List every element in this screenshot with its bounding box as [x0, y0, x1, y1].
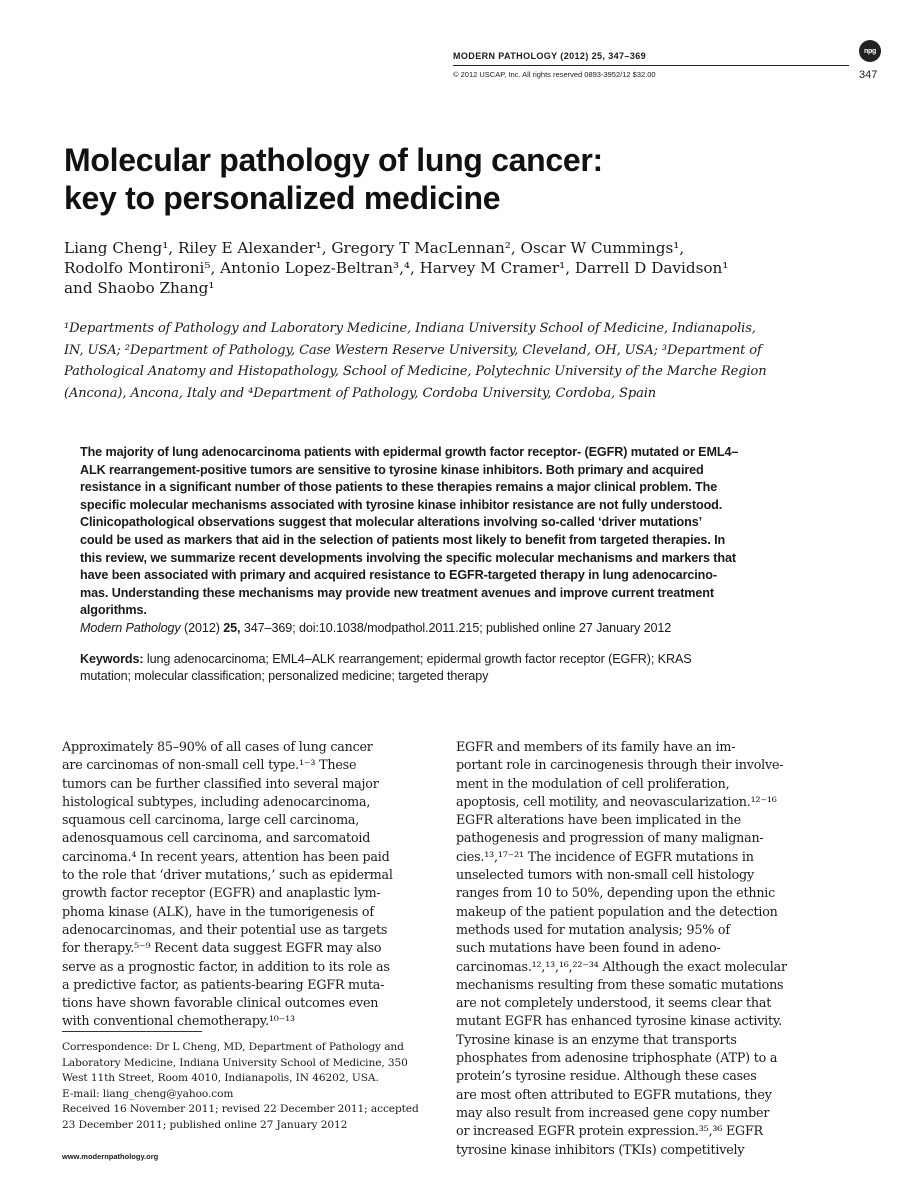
- body-line: to the role that ‘driver mutations,’ such as epidermal: [62, 867, 393, 883]
- body-line: adenosquamous cell carcinoma, and sarcomatoid: [62, 830, 371, 846]
- keywords-line: [80, 651, 810, 669]
- body-line: phoma kinase (ALK), have in the tumorigenesis of: [62, 903, 374, 919]
- abstract-line: ALK rearrangement-positive tumors are sensitive to tyrosine kinase inhibitors. Both primary and acquired: [80, 462, 704, 477]
- citation-details: 347–369; doi:10.1038/modpathol.2011.215; published online 27 January 2012: [243, 620, 672, 635]
- citation-journal: Modern Pathology: [80, 620, 181, 635]
- affiliation-line: Pathological Anatomy and Histopathology, School of Medicine, Polytechnic University of the Marche Region: [64, 364, 767, 379]
- abstract-line: specific molecular mechanisms associated with tyrosine kinase inhibitor resistance are not fully understood.: [80, 497, 723, 512]
- footnote-line: 23 December 2011; published online 27 January 2012: [62, 1118, 348, 1131]
- body-line: such mutations have been found in adeno-: [456, 940, 721, 956]
- body-line: EGFR and members of its family have an im-: [456, 739, 736, 754]
- body-line: carcinomas.¹²,¹³,¹⁶,²²⁻³⁴ Although the exact molecular: [456, 958, 787, 974]
- citation-year: (2012): [184, 620, 220, 635]
- npg-logo-icon: npg: [859, 40, 881, 62]
- abstract-line: algorithms.: [80, 603, 147, 618]
- article-title: [64, 141, 854, 217]
- body-line: histological subtypes, including adenocarcinoma,: [62, 793, 371, 809]
- author-line: and Shaobo Zhang¹: [64, 279, 215, 297]
- author-line: Rodolfo Montironi⁵, Antonio Lopez-Beltran³,⁴, Harvey M Cramer¹, Darrell D Davidson¹: [64, 259, 729, 277]
- title-line: key to personalized medicine: [64, 180, 501, 216]
- journal-reference: MODERN PATHOLOGY (2012) 25, 347–369: [453, 51, 647, 61]
- body-line: with conventional chemotherapy.¹⁰⁻¹³: [62, 1013, 295, 1029]
- abstract-line: this review, we summarize recent developments involving the specific molecular mechanisms and markers that: [80, 550, 736, 565]
- footnote-line: Received 16 November 2011; revised 22 December 2011; accepted: [62, 1103, 419, 1116]
- footnote-line: Laboratory Medicine, Indiana University School of Medicine, 350: [62, 1056, 408, 1069]
- body-line: are most often attributed to EGFR mutations, they: [456, 1086, 772, 1102]
- abstract-line: have been associated with primary and acquired resistance to EGFR-targeted therapy in lung adenocarcino-: [80, 568, 717, 583]
- body-line: serve as a prognostic factor, in addition to its role as: [62, 958, 390, 974]
- footnote-rule: [62, 1031, 202, 1032]
- affiliations: [64, 318, 864, 404]
- header-rule: [453, 65, 849, 66]
- body-line: are not completely understood, it seems clear that: [456, 995, 772, 1011]
- running-header: [453, 51, 881, 79]
- page-number: 347: [859, 69, 878, 81]
- body-line: mutant EGFR has enhanced tyrosine kinase activity.: [456, 1013, 783, 1029]
- abstract-line: mas. Understanding these mechanisms may provide new treatment avenues and improve current treatment: [80, 585, 714, 600]
- citation-line: [80, 620, 810, 638]
- abstract: [80, 444, 810, 686]
- body-line: ment in the modulation of cell proliferation,: [456, 775, 730, 791]
- body-line: tyrosine kinase inhibitors (TKIs) competitively: [456, 1141, 745, 1157]
- copyright-notice: © 2012 USCAP, Inc. All rights reserved 0893-3952/12 $32.00: [453, 70, 656, 79]
- body-line: cies.¹³,¹⁷⁻²¹ The incidence of EGFR mutations in: [456, 848, 754, 864]
- title-line: Molecular pathology of lung cancer:: [64, 142, 603, 178]
- keywords-line: mutation; molecular classification; personalized medicine; targeted therapy: [80, 669, 489, 684]
- footnote-line: E-mail: liang_cheng@yahoo.com: [62, 1087, 234, 1100]
- body-line: mechanisms resulting from these somatic mutations: [456, 976, 784, 992]
- abstract-line: resistance in a significant number of those patients to these therapies remains a major clinical problem. The: [80, 480, 718, 495]
- body-line: makeup of the patient population and the detection: [456, 903, 778, 919]
- body-line: adenocarcinomas, and their potential use as targets: [62, 921, 388, 937]
- footnote-line: West 11th Street, Room 4010, Indianapolis, IN 46202, USA.: [62, 1072, 379, 1085]
- body-column-right: [456, 738, 826, 1159]
- footnote-line: Correspondence: Dr L Cheng, MD, Department of Pathology and: [62, 1041, 404, 1053]
- body-line: are carcinomas of non-small cell type.¹⁻³ These: [62, 757, 357, 773]
- body-line: may also result from increased gene copy number: [456, 1104, 770, 1120]
- body-line: ranges from 10 to 50%, depending upon the ethnic: [456, 885, 776, 901]
- body-line: tumors can be further classified into several major: [62, 775, 379, 791]
- body-line: Tyrosine kinase is an enzyme that transports: [456, 1031, 737, 1047]
- author-line: Liang Cheng¹, Riley E Alexander¹, Gregory T MacLennan², Oscar W Cummings¹,: [64, 239, 685, 257]
- correspondence-footnote: [62, 1040, 442, 1134]
- body-line: Approximately 85–90% of all cases of lung cancer: [62, 739, 373, 754]
- body-column-left: [62, 738, 432, 1031]
- affiliation-line: IN, USA; ²Department of Pathology, Case Western Reserve University, Cleveland, OH, USA; ³Department of: [64, 342, 762, 358]
- body-line: a predictive factor, as patients-bearing EGFR muta-: [62, 976, 385, 992]
- abstract-line: The majority of lung adenocarcinoma patients with epidermal growth factor receptor- (EGFR) mutated or EML4–: [80, 445, 739, 459]
- citation-volume: 25,: [223, 620, 241, 635]
- abstract-line: Clinicopathological observations suggest that molecular alterations involving so-called ‘driver mutations’: [80, 515, 703, 530]
- keywords-text: lung adenocarcinoma; EML4–ALK rearrangement; epidermal growth factor receptor (EGFR); KRAS: [146, 651, 692, 666]
- body-line: EGFR alterations have been implicated in the: [456, 812, 741, 828]
- keywords-label: Keywords:: [80, 651, 144, 666]
- journal-website[interactable]: www.modernpathology.org: [62, 1152, 159, 1161]
- abstract-line: could be used as markers that aid in the selection of patients most likely to benefit from targeted therapies. In: [80, 532, 726, 547]
- body-line: phosphates from adenosine triphosphate (ATP) to a: [456, 1050, 778, 1066]
- body-line: or increased EGFR protein expression.³⁵,³⁶ EGFR: [456, 1123, 763, 1139]
- body-line: unselected tumors with non-small cell histology: [456, 867, 754, 883]
- affiliation-line: (Ancona), Ancona, Italy and ⁴Department of Pathology, Cordoba University, Cordoba, Spain: [64, 385, 657, 401]
- author-list: [64, 238, 864, 298]
- keywords-block: [80, 651, 810, 686]
- body-line: apoptosis, cell motility, and neovascularization.¹²⁻¹⁶: [456, 793, 777, 809]
- body-line: protein’s tyrosine residue. Although these cases: [456, 1068, 757, 1084]
- body-line: tions have shown favorable clinical outcomes even: [62, 995, 379, 1011]
- body-line: methods used for mutation analysis; 95% of: [456, 921, 730, 937]
- body-line: pathogenesis and progression of many malignan-: [456, 830, 764, 846]
- body-line: squamous cell carcinoma, large cell carcinoma,: [62, 812, 360, 828]
- body-line: growth factor receptor (EGFR) and anaplastic lym-: [62, 885, 381, 901]
- affiliation-line: ¹Departments of Pathology and Laboratory Medicine, Indiana University School of Medicine, Indianapolis,: [64, 321, 756, 336]
- body-line: carcinoma.⁴ In recent years, attention has been paid: [62, 848, 390, 864]
- body-line: for therapy.⁵⁻⁹ Recent data suggest EGFR may also: [62, 940, 382, 956]
- body-line: portant role in carcinogenesis through their involve-: [456, 757, 784, 773]
